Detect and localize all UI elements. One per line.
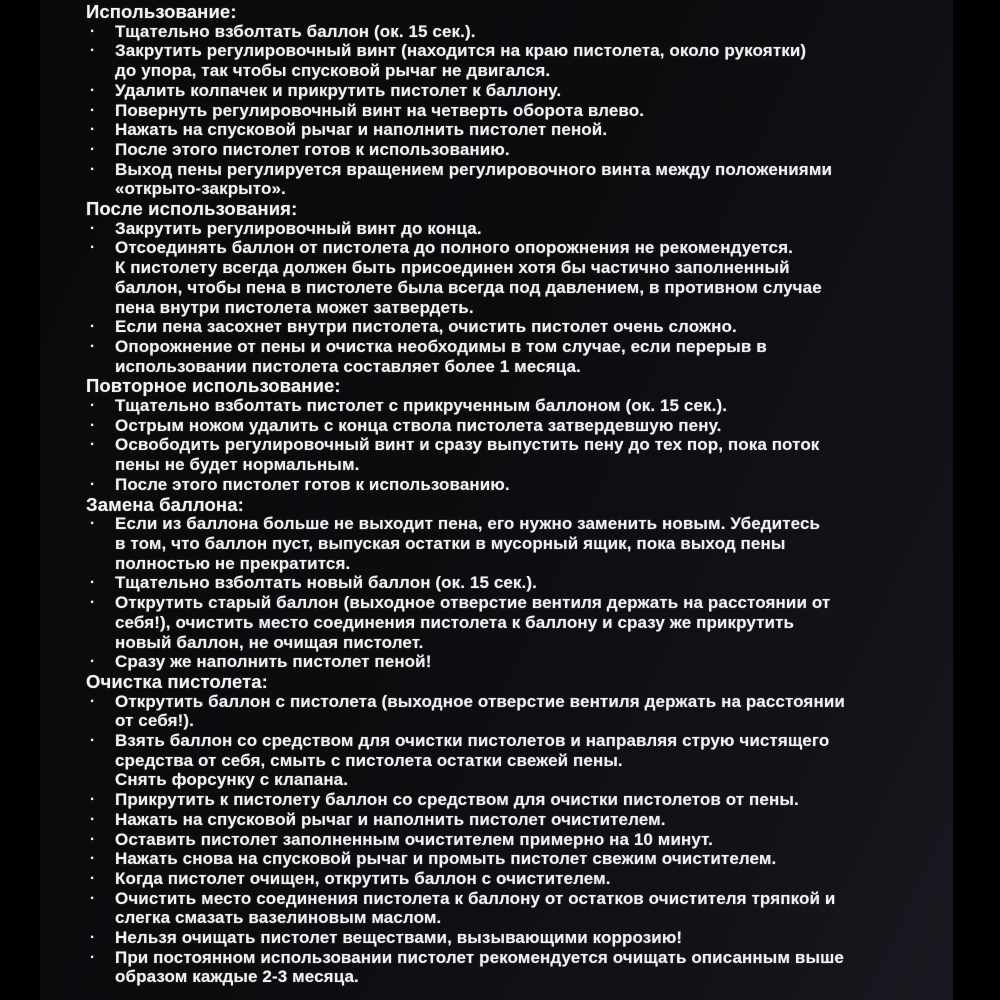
instruction-text — [115, 514, 941, 573]
instruction-content — [86, 2, 941, 987]
instruction-line: Острым ножом удалить с конца ствола пистолета затвердевшую пену. — [115, 415, 722, 435]
instruction-item — [86, 22, 941, 42]
bullet-marker-icon: · — [90, 692, 96, 710]
instruction-line: Оставить пистолет заполненным очистителем примерно на 10 минут. — [115, 829, 713, 849]
bullet-marker-icon: · — [90, 416, 96, 434]
instruction-item — [86, 337, 941, 376]
instruction-text — [115, 475, 941, 495]
instruction-item — [86, 140, 941, 160]
instruction-item — [86, 928, 941, 948]
instruction-line: Нельзя очищать пистолет веществами, вызывающими коррозию! — [115, 928, 683, 948]
instruction-line: полностью не прекратится. — [115, 553, 351, 573]
instruction-item — [86, 475, 941, 495]
instruction-line: слегка смазать вазелиновым маслом. — [115, 908, 442, 928]
instruction-item — [86, 101, 941, 121]
instruction-text — [115, 652, 941, 672]
bullet-marker-icon: · — [90, 948, 96, 966]
bullet-marker-icon: · — [90, 929, 96, 947]
instruction-line: Если из баллона больше не выходит пена, его нужно заменить новым. Убедитесь — [115, 514, 821, 534]
instruction-item — [86, 416, 941, 436]
instruction-item — [86, 219, 941, 239]
instruction-line: К пистолету всегда должен быть присоединен хотя бы частично заполненный — [115, 258, 790, 278]
instruction-text — [115, 101, 941, 121]
instruction-line: При постоянном использовании пистолет рекомендуется очищать описанным выше — [115, 947, 844, 967]
instruction-text — [115, 889, 941, 928]
instruction-text — [115, 219, 941, 239]
bullet-marker-icon: · — [90, 732, 96, 750]
instruction-line: После этого пистолет готов к использованию. — [115, 474, 510, 494]
bullet-marker-icon: · — [90, 791, 96, 809]
instruction-text — [115, 731, 941, 770]
instruction-item — [86, 869, 941, 889]
instruction-item — [86, 514, 941, 573]
instruction-text — [115, 337, 941, 376]
section-heading: Очистка пистолета: — [86, 670, 268, 692]
instruction-line: средства от себя, смыть с пистолета остатки свежей пены. — [115, 750, 623, 770]
instruction-line: Закрутить регулировочный винт (находится на краю пистолета, около рукоятки) — [115, 41, 807, 61]
instruction-item — [86, 396, 941, 416]
instruction-item — [86, 317, 941, 337]
instruction-list — [86, 692, 941, 988]
instruction-list — [86, 514, 941, 672]
bullet-marker-icon: · — [90, 594, 96, 612]
bullet-marker-icon: · — [90, 397, 96, 415]
instruction-text — [115, 849, 941, 869]
instruction-line: до упора, так чтобы спусковой рычаг не двигался. — [115, 61, 551, 81]
instruction-text — [115, 928, 941, 948]
bullet-marker-icon: · — [90, 475, 96, 493]
bullet-marker-icon: · — [90, 574, 96, 592]
instruction-text — [115, 120, 941, 140]
instruction-line: Выход пены регулируется вращением регулировочного винта между положениями — [115, 159, 833, 179]
instruction-text — [115, 435, 941, 474]
instruction-text — [115, 317, 941, 337]
bullet-marker-icon: · — [90, 318, 96, 336]
bullet-marker-icon: · — [90, 850, 96, 868]
instruction-item — [86, 593, 941, 652]
instruction-item — [86, 790, 941, 810]
instruction-section — [86, 376, 941, 494]
bullet-marker-icon: · — [90, 81, 96, 99]
instruction-line: образом каждые 2-3 месяца. — [115, 967, 359, 987]
instruction-line: Взять баллон со средством для очистки пистолетов и направляя струю чистящего — [115, 731, 830, 751]
instruction-text — [115, 416, 941, 436]
instruction-line: пены не будет нормальным. — [115, 455, 360, 475]
instruction-section — [86, 672, 941, 987]
bullet-marker-icon: · — [90, 515, 96, 533]
instruction-line: Удалить колпачек и прикрутить пистолет к баллону. — [115, 80, 562, 100]
instruction-line: пена внутри пистолета может затвердеть. — [115, 297, 474, 317]
instruction-item — [86, 652, 941, 672]
instruction-item — [86, 41, 941, 80]
instruction-line: «открыто-закрыто». — [115, 179, 286, 199]
instruction-item — [86, 810, 941, 830]
bullet-marker-icon: · — [90, 140, 96, 158]
bullet-marker-icon: · — [90, 160, 96, 178]
instruction-line: от себя!). — [115, 711, 194, 731]
instruction-line: Открутить старый баллон (выходное отверстие вентиля держать на расстоянии от — [115, 593, 831, 613]
instruction-item — [86, 238, 941, 317]
instruction-line: Тщательно взболтать баллон (ок. 15 сек.). — [115, 21, 476, 41]
instruction-text — [115, 573, 941, 593]
section-heading: Замена баллона: — [86, 493, 244, 515]
instruction-line: Тщательно взболтать пистолет с прикрученным баллоном (ок. 15 сек.). — [115, 396, 728, 416]
instruction-line: Закрутить регулировочный винт до конца. — [115, 218, 482, 238]
instruction-line: Повернуть регулировочный винт на четверть оборота влево. — [115, 100, 645, 120]
section-heading: Повторное использование: — [86, 375, 341, 397]
instruction-section — [86, 495, 941, 672]
instruction-section — [86, 199, 941, 376]
instruction-list — [86, 22, 941, 199]
instruction-item — [86, 435, 941, 474]
instruction-line: Освободить регулировочный винт и сразу выпустить пену до тех пор, пока поток — [115, 435, 820, 455]
instruction-text — [115, 869, 941, 889]
instruction-item — [86, 160, 941, 199]
instruction-text — [115, 593, 941, 652]
instruction-line: Тщательно взболтать новый баллон (ок. 15 сек.). — [115, 573, 537, 593]
instruction-line: Когда пистолет очищен, открутить баллон с очистителем. — [115, 868, 611, 888]
instruction-line: Если пена засохнет внутри пистолета, очистить пистолет очень сложно. — [115, 317, 737, 337]
instruction-line: баллон, чтобы пена в пистолете была всегда под давлением, в противном случае — [115, 277, 822, 297]
instruction-section — [86, 2, 941, 199]
instruction-item — [86, 731, 941, 770]
instruction-item — [86, 81, 941, 101]
bullet-marker-icon: · — [90, 436, 96, 454]
bullet-marker-icon: · — [90, 337, 96, 355]
instruction-text — [115, 790, 941, 810]
instruction-line: Отсоединять баллон от пистолета до полного опорожнения не рекомендуется. — [115, 238, 793, 258]
bullet-marker-icon: · — [90, 810, 96, 828]
instruction-text — [115, 770, 941, 790]
bullet-marker-icon: · — [90, 121, 96, 139]
instruction-label — [40, 0, 953, 1000]
bullet-marker-icon: · — [90, 219, 96, 237]
section-heading: Использование: — [86, 1, 237, 22]
instruction-text — [115, 830, 941, 850]
instruction-line: После этого пистолет готов к использованию. — [115, 139, 510, 159]
instruction-text — [115, 692, 941, 731]
bullet-marker-icon: · — [90, 42, 96, 60]
instruction-line: Нажать снова на спусковой рычаг и промыть пистолет свежим очистителем. — [115, 849, 777, 869]
bullet-marker-icon: · — [90, 101, 96, 119]
bullet-marker-icon: · — [90, 22, 96, 40]
instruction-text — [115, 140, 941, 160]
instruction-list — [86, 396, 941, 495]
instruction-text — [115, 810, 941, 830]
bullet-marker-icon: · — [90, 830, 96, 848]
instruction-line: в том, что баллон пуст, выпуская остатки в мусорный ящик, пока выход пены — [115, 533, 786, 553]
instruction-text — [115, 396, 941, 416]
instruction-item — [86, 692, 941, 731]
instruction-text — [115, 41, 941, 80]
bullet-marker-icon: · — [90, 239, 96, 257]
instruction-line: Нажать на спусковой рычаг и наполнить пистолет очистителем. — [115, 809, 666, 829]
instruction-text — [115, 948, 941, 987]
instruction-line: Очистить место соединения пистолета к баллону от остатков очистителя тряпкой и — [115, 888, 836, 908]
bullet-marker-icon: · — [90, 889, 96, 907]
bullet-marker-icon: · — [90, 869, 96, 887]
bullet-marker-icon: · — [90, 653, 96, 671]
instruction-item — [86, 889, 941, 928]
instruction-line: Сразу же наполнить пистолет пеной! — [115, 652, 432, 672]
instruction-line: Нажать на спусковой рычаг и наполнить пистолет пеной. — [115, 120, 608, 140]
instruction-list — [86, 219, 941, 377]
instruction-text — [115, 160, 941, 199]
instruction-text — [115, 238, 941, 317]
instruction-text — [115, 81, 941, 101]
instruction-item — [86, 849, 941, 869]
instruction-item — [86, 573, 941, 593]
instruction-line: Опорожнение от пены и очистка необходимы в том случае, если перерыв в — [115, 336, 767, 356]
instruction-item — [86, 830, 941, 850]
instruction-line: Снять форсунку с клапана. — [115, 770, 349, 790]
instruction-item — [86, 120, 941, 140]
instruction-line: себя!), очистить место соединения пистолета к баллону и сразу же прикрутить — [115, 612, 795, 632]
instruction-line: Открутить баллон с пистолета (выходное отверстие вентиля держать на расстоянии — [115, 691, 845, 711]
instruction-line: Прикрутить к пистолету баллон со средством для очистки пистолетов от пены. — [115, 790, 799, 810]
instruction-item — [86, 770, 941, 790]
instruction-line: использовании пистолета составляет более 1 месяца. — [115, 356, 581, 376]
instruction-item — [86, 948, 941, 987]
instruction-text — [115, 22, 941, 42]
section-heading: После использования: — [86, 198, 298, 220]
instruction-line: новый баллон, не очищая пистолет. — [115, 632, 424, 652]
